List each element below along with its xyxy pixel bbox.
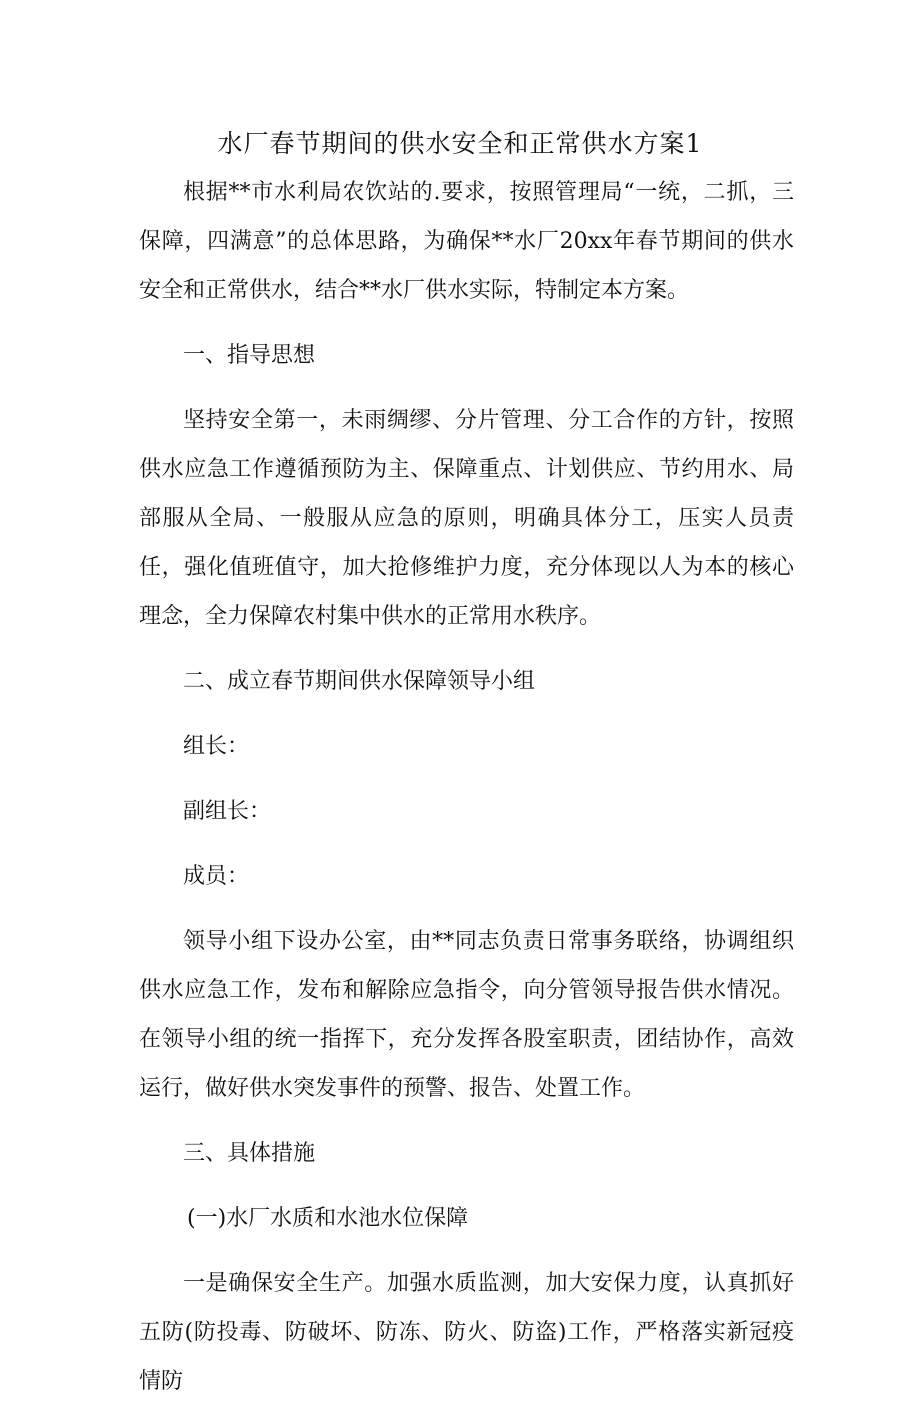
- intro-paragraph: 根据**市水利局农饮站的.要求，按照管理局“一统，二抓，三保障，四满意”的总体思路，为确保**水厂20xx年春节期间的供水安全和正常供水，结合**水厂供水实际，特制定本方案。: [139, 180, 794, 303]
- section-heading-leadership-group: 二、成立春节期间供水保障领导小组: [183, 669, 536, 694]
- guiding-ideology-paragraph: 坚持安全第一，未雨绸缪、分片管理、分工合作的方针，按照供水应急工作遵循预防为主、保障重点、计划供应、节约用水、局部服从全局、一般服从应急的原则，明确具体分工，压实人员责任，强化值班值守，加大抢修维护力度，充分体现以人为本的核心理念，全力保障农村集中供水的正常用水秩序。: [139, 408, 794, 629]
- subsection-heading-water-quality: (一)水厂水质和水池水位保障: [187, 1206, 469, 1231]
- safety-production-paragraph: 一是确保安全生产。加强水质监测，加大安保力度，认真抓好五防(防投毒、防破坏、防冻、防火、防盗)工作，严格落实新冠疫情防: [139, 1271, 794, 1394]
- document-title: 水厂春节期间的供水安全和正常供水方案1: [217, 129, 703, 158]
- document-body: [139, 168, 794, 1406]
- group-leader-line: 组长：: [183, 734, 250, 759]
- deputy-leader-line: 副组长：: [183, 799, 272, 824]
- section-heading-guiding-ideology: 一、指导思想: [183, 343, 316, 368]
- office-paragraph: 领导小组下设办公室，由**同志负责日常事务联络，协调组织供水应急工作，发布和解除应急指令，向分管领导报告供水情况。在领导小组的统一指挥下，充分发挥各股室职责，团结协作，高效运行，做好供水突发事件的预警、报告、处置工作。: [139, 929, 794, 1101]
- section-heading-measures: 三、具体措施: [183, 1141, 316, 1166]
- members-line: 成员：: [183, 864, 250, 889]
